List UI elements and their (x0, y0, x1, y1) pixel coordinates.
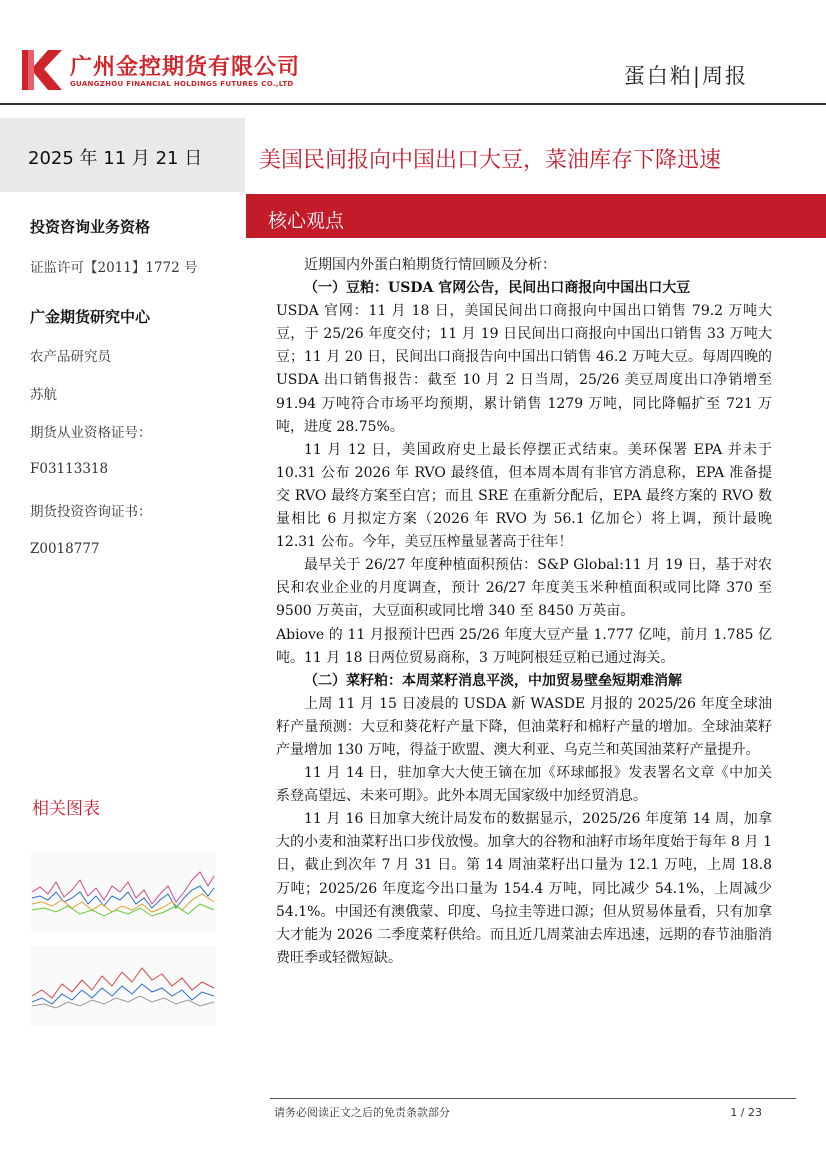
research-center-title: 广金期货研究中心 (30, 308, 151, 326)
footer-divider (270, 1098, 796, 1099)
disclaimer-note: 请务必阅读正文之后的免责条款部分 (274, 1106, 450, 1119)
company-name-cn: 广州金控期货有限公司 (70, 55, 301, 80)
analyst-role: 农产品研究员 (30, 349, 111, 365)
report-title: 美国民间报向中国出口大豆，菜油库存下降迅速 (259, 148, 722, 173)
related-chart-thumbnail-2[interactable] (30, 946, 216, 1026)
qualification-title: 投资咨询业务资格 (30, 218, 151, 236)
company-name-en: GUANGZHOU FINANCIAL HOLDINGS FUTURES CO.,LTD (70, 80, 294, 88)
consult-label: 期货投资咨询证书： (30, 504, 152, 520)
core-view-body (276, 254, 772, 970)
subheading-soymeal: （一）豆粕：USDA 官网公告，民间出口商报向中国出口大豆 (304, 280, 691, 297)
subheading-rapeseed-meal: （二）菜籽粕：本周菜籽消息平淡，中加贸易壁垒短期难消解 (304, 672, 682, 689)
report-type-label: 蛋白粕|周报 (623, 64, 748, 88)
intro-paragraph: 近期国内外蛋白粕期货行情回顾及分析： (304, 257, 556, 273)
analyst-name: 苏航 (30, 387, 57, 403)
section-title: 核心观点 (268, 210, 345, 232)
report-date: 2025 年 11 月 21 日 (28, 148, 203, 169)
paragraph-wasde: 上周 11 月 15 日凌晨的 USDA 新 WASDE 月报的 2025/26 年度全球油籽产量预测：大豆和葵花籽产量下降，但油菜籽和棉籽产量的增加。全球油菜籽产量增加 130 万吨，得益于欧盟、澳大利亚、乌克兰和英国油菜籽产量提升。 (276, 695, 772, 758)
paragraph-ambassador: 11 月 14 日，驻加拿大大使王镝在加《环球邮报》发表署名文章《中加关系登高望远、未来可期》。此外本周无国家级中加经贸消息。 (276, 765, 772, 805)
paragraph-usda: USDA 官网：11 月 18 日，美国民间出口商报向中国出口销售 79.2 万吨大豆，于 25/26 年度交付；11 月 19 日民间出口商报向中国出口销售 33 万吨大豆；11 月 20 日，民间出口商报告向中国出口销售 46.2 万吨大豆。每周四晚的 USDA 出口销售报告：截至 10 月 2 日当周，25/26 美豆周度出口净销增至 91.94 万吨符合市场平均预期，累计销售 1279 万吨，同比降幅扩至 721 万吨，进度 28.75%。 (276, 303, 772, 435)
page-number: 1 / 23 (730, 1106, 762, 1119)
related-chart-thumbnail-1[interactable] (30, 852, 216, 932)
related-charts-title: 相关图表 (32, 799, 100, 819)
consult-number: Z0018777 (30, 541, 100, 557)
license-number: 证监许可【2011】1772 号 (30, 260, 198, 276)
header-divider (0, 103, 826, 105)
paragraph-abiove: Abiove 的 11 月报预计巴西 25/26 年度大豆产量 1.777 亿吨，前月 1.785 亿吨。11 月 18 日两位贸易商称，3 万吨阿根廷豆粕已通过海关。 (276, 626, 772, 666)
paragraph-acreage: 最早关于 26/27 年度种植面积预估：S&P Global:11 月 19 日，基于对农民和农业企业的月度调查，预计 26/27 年度美玉米种植面积或同比降 370 至 9500 万英亩，大豆面积或同比增 340 至 8450 万英亩。 (276, 557, 772, 620)
cert-label: 期货从业资格证号： (30, 425, 152, 441)
company-logo-icon (22, 48, 62, 90)
paragraph-epa: 11 月 12 日，美国政府史上最长停摆正式结束。美环保署 EPA 并未于 10.31 公布 2026 年 RVO 最终值，但本周本周有非官方消息称，EPA 准备提交 RVO 最终方案至白宫；而且 SRE 在重新分配后，EPA 最终方案的 RVO 数量相比 6 月拟定方案（2026 年 RVO 为 56.1 亿加仑）将上调，预计最晚 12.31 公布。今年，美豆压榨量显著高于往年！ (276, 441, 772, 551)
cert-number: F03113318 (30, 461, 109, 477)
paragraph-canada-exports: 11 月 16 日加拿大统计局发布的数据显示，2025/26 年度第 14 周，加拿大的小麦和油菜籽出口步伐放慢。加拿大的谷物和油籽市场年度始于每年 8 月 1 日，截止到次年 7 月 31 日。第 14 周油菜籽出口量为 12.1 万吨，上周 18.8 万吨；2025/26 年度迄今出口量为 154.4 万吨，同比减少 54.1%，上周减少 54.1%。中国还有澳俄蒙、印度、乌拉圭等进口源；但从贸易体量看，只有加拿大才能为 2026 二季度菜籽供给。而且近几周菜油去库迅速，远期的春节油脂消费旺季或轻微短缺。 (276, 811, 772, 966)
